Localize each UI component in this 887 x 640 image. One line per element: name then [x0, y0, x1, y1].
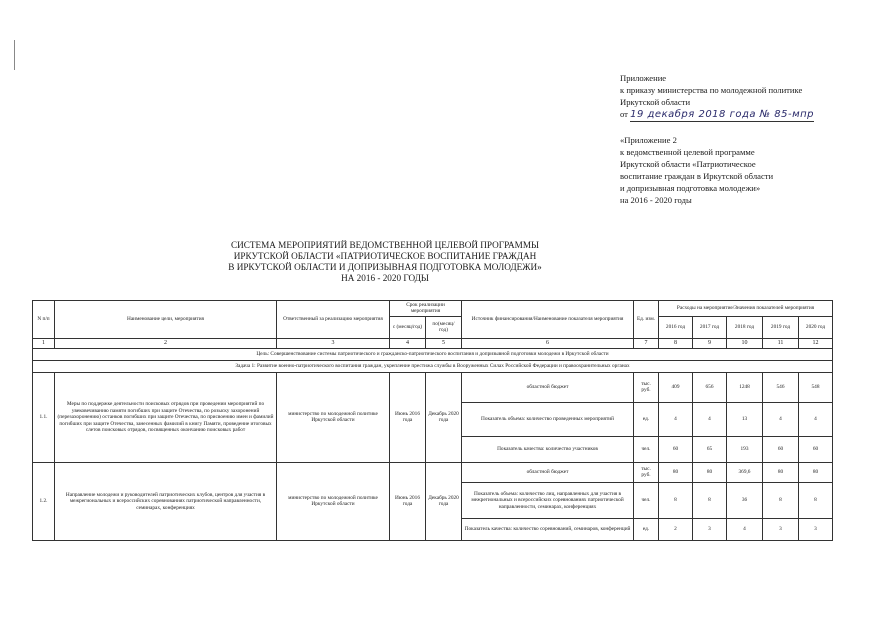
document-title — [150, 240, 620, 284]
row-unit: ед. — [634, 518, 659, 540]
row-from: Июнь 2016 года — [390, 372, 426, 462]
row-source: Показатель качества: количество соревнований, семинаров, конференций — [462, 518, 634, 540]
header-resp: Ответственный за реализацию мероприятия — [277, 301, 390, 339]
row-value: 3 — [693, 518, 727, 540]
row-value: 60 — [799, 436, 833, 462]
col-number: 9 — [693, 338, 727, 348]
header-year: 2016 год — [659, 316, 693, 338]
row-value: 4 — [727, 518, 763, 540]
row-name: Направление молодежи и руководителей патриотических клубов, центров для участия в межрегиональных и всероссийских соревнованиях патриотической направленности, семинарах, конференциях — [55, 462, 277, 540]
col-number: 2 — [55, 338, 277, 348]
date-prefix: от — [620, 109, 628, 119]
row-value: 1248 — [727, 372, 763, 402]
appendix-line: Приложение — [620, 73, 667, 83]
row-value: 3 — [763, 518, 799, 540]
appendix-line: к приказу министерства по молодежной политике — [620, 85, 803, 95]
row-to: Декабрь 2020 года — [426, 372, 462, 462]
header-source: Источник финансирования/Наименование показателя мероприятия — [462, 301, 634, 339]
row-resp: министерство по молодежной политике Иркутской области — [277, 462, 390, 540]
row-value: 60 — [763, 436, 799, 462]
row-value: 65 — [693, 436, 727, 462]
header-term: Срок реализации мероприятия — [390, 301, 462, 317]
row-source: Показатель объема: количество проведенных мероприятий — [462, 402, 634, 436]
header-expenses: Расходы на мероприятие/Значения показателей мероприятия — [659, 301, 833, 317]
appendix-line: Иркутской области «Патриотическое — [620, 159, 756, 169]
header-year: 2020 год — [799, 316, 833, 338]
title-line: В ИРКУТСКОЙ ОБЛАСТИ И ДОПРИЗЫВНАЯ ПОДГОТОВКА МОЛОДЕЖИ» — [228, 262, 542, 272]
row-value: 8 — [799, 482, 833, 518]
header-term-from: с (месяц/год) — [390, 316, 426, 338]
row-value: 80 — [799, 462, 833, 482]
appendix-line: на 2016 - 2020 годы — [620, 195, 692, 205]
col-number: 8 — [659, 338, 693, 348]
col-number: 6 — [462, 338, 634, 348]
row-resp: министерство по молодежной политике Иркутской области — [277, 372, 390, 462]
measures-table — [32, 300, 833, 541]
row-source: Показатель объема: количество лиц, направленных для участия в межрегиональных и всероссийских соревнованиях патриотической направленности, семинарах, конференциях — [462, 482, 634, 518]
appendix-line: «Приложение 2 — [620, 135, 677, 145]
row-value: 4 — [763, 402, 799, 436]
row-unit: ед. — [634, 402, 659, 436]
title-line: СИСТЕМА МЕРОПРИЯТИЙ ВЕДОМСТВЕННОЙ ЦЕЛЕВОЙ ПРОГРАММЫ — [230, 240, 540, 250]
row-value: 193 — [727, 436, 763, 462]
row-source: областной бюджет — [462, 372, 634, 402]
appendix-block — [620, 72, 870, 206]
header-year: 2018 год — [727, 316, 763, 338]
row-value: 36 — [727, 482, 763, 518]
row-value: 80 — [659, 462, 693, 482]
col-number: 11 — [763, 338, 799, 348]
row-to: Декабрь 2020 года — [426, 462, 462, 540]
row-source: областной бюджет — [462, 462, 634, 482]
row-num: 1.2. — [33, 462, 55, 540]
col-number: 7 — [634, 338, 659, 348]
appendix-line: к ведомственной целевой программе — [620, 147, 755, 157]
row-from: Июнь 2016 года — [390, 462, 426, 540]
row-name: Меры по поддержке деятельности поисковых отрядов при проведении мероприятий по увековечиванию памяти погибших при защите Отечества, по розыску захоронений (перезахоронению) останков погибших при защите Отечества, по присвоению имен и фамилий погибших при защите Отечества, занесенных фамилий в книгу Памяти, проведение итоговых слетов поисковых отрядов, посвященных окончанию поисковых работ — [55, 372, 277, 462]
row-value: 3 — [799, 518, 833, 540]
col-number: 3 — [277, 338, 390, 348]
row-value: 8 — [763, 482, 799, 518]
scan-edge-mark — [14, 40, 15, 70]
col-number: 5 — [426, 338, 462, 348]
task-row: Задача 1: Развитие военно-патриотического воспитания граждан, укрепление престижа службы в Вооруженных Силах Российской Федерации и правоохранительных органах — [33, 360, 833, 372]
row-value: 8 — [659, 482, 693, 518]
appendix-date-line — [620, 108, 870, 122]
handwritten-date-signature: 19 декабря 2018 года № 85-мпр — [630, 109, 815, 120]
row-value: 60 — [659, 436, 693, 462]
row-unit: тыс. руб. — [634, 372, 659, 402]
row-source: Показатель качества: количество участников — [462, 436, 634, 462]
col-number: 12 — [799, 338, 833, 348]
row-value: 4 — [799, 402, 833, 436]
row-value: 546 — [763, 372, 799, 402]
header-year: 2019 год — [763, 316, 799, 338]
row-value: 369,6 — [727, 462, 763, 482]
header-num: N п/п — [33, 301, 55, 339]
header-term-to: по(месяц/год) — [426, 316, 462, 338]
row-value: 13 — [727, 402, 763, 436]
header-name: Наименование цели, мероприятия — [55, 301, 277, 339]
row-value: 548 — [799, 372, 833, 402]
col-number: 10 — [727, 338, 763, 348]
col-number: 1 — [33, 338, 55, 348]
row-value: 80 — [693, 462, 727, 482]
appendix-line: Иркутской области — [620, 97, 691, 107]
row-value: 409 — [659, 372, 693, 402]
appendix-line: и допризывная подготовка молодежи» — [620, 183, 761, 193]
appendix-line: воспитание граждан в Иркутской области — [620, 171, 774, 181]
row-value: 4 — [693, 402, 727, 436]
goal-row: Цель: Совершенствование системы патриотического и гражданско-патриотического воспитания и допризывной подготовки молодежи в Иркутской области — [33, 348, 833, 360]
title-line: НА 2016 - 2020 ГОДЫ — [341, 273, 429, 283]
header-year: 2017 год — [693, 316, 727, 338]
row-value: 2 — [659, 518, 693, 540]
header-unit: Ед. изм. — [634, 301, 659, 339]
row-unit: чел. — [634, 482, 659, 518]
row-unit: чел. — [634, 436, 659, 462]
row-unit: тыс. руб. — [634, 462, 659, 482]
col-number: 4 — [390, 338, 426, 348]
row-value: 80 — [763, 462, 799, 482]
row-num: 1.1. — [33, 372, 55, 462]
row-value: 4 — [659, 402, 693, 436]
row-value: 656 — [693, 372, 727, 402]
title-line: ИРКУТСКОЙ ОБЛАСТИ «ПАТРИОТИЧЕСКОЕ ВОСПИТАНИЕ ГРАЖДАН — [233, 251, 537, 261]
row-value: 8 — [693, 482, 727, 518]
